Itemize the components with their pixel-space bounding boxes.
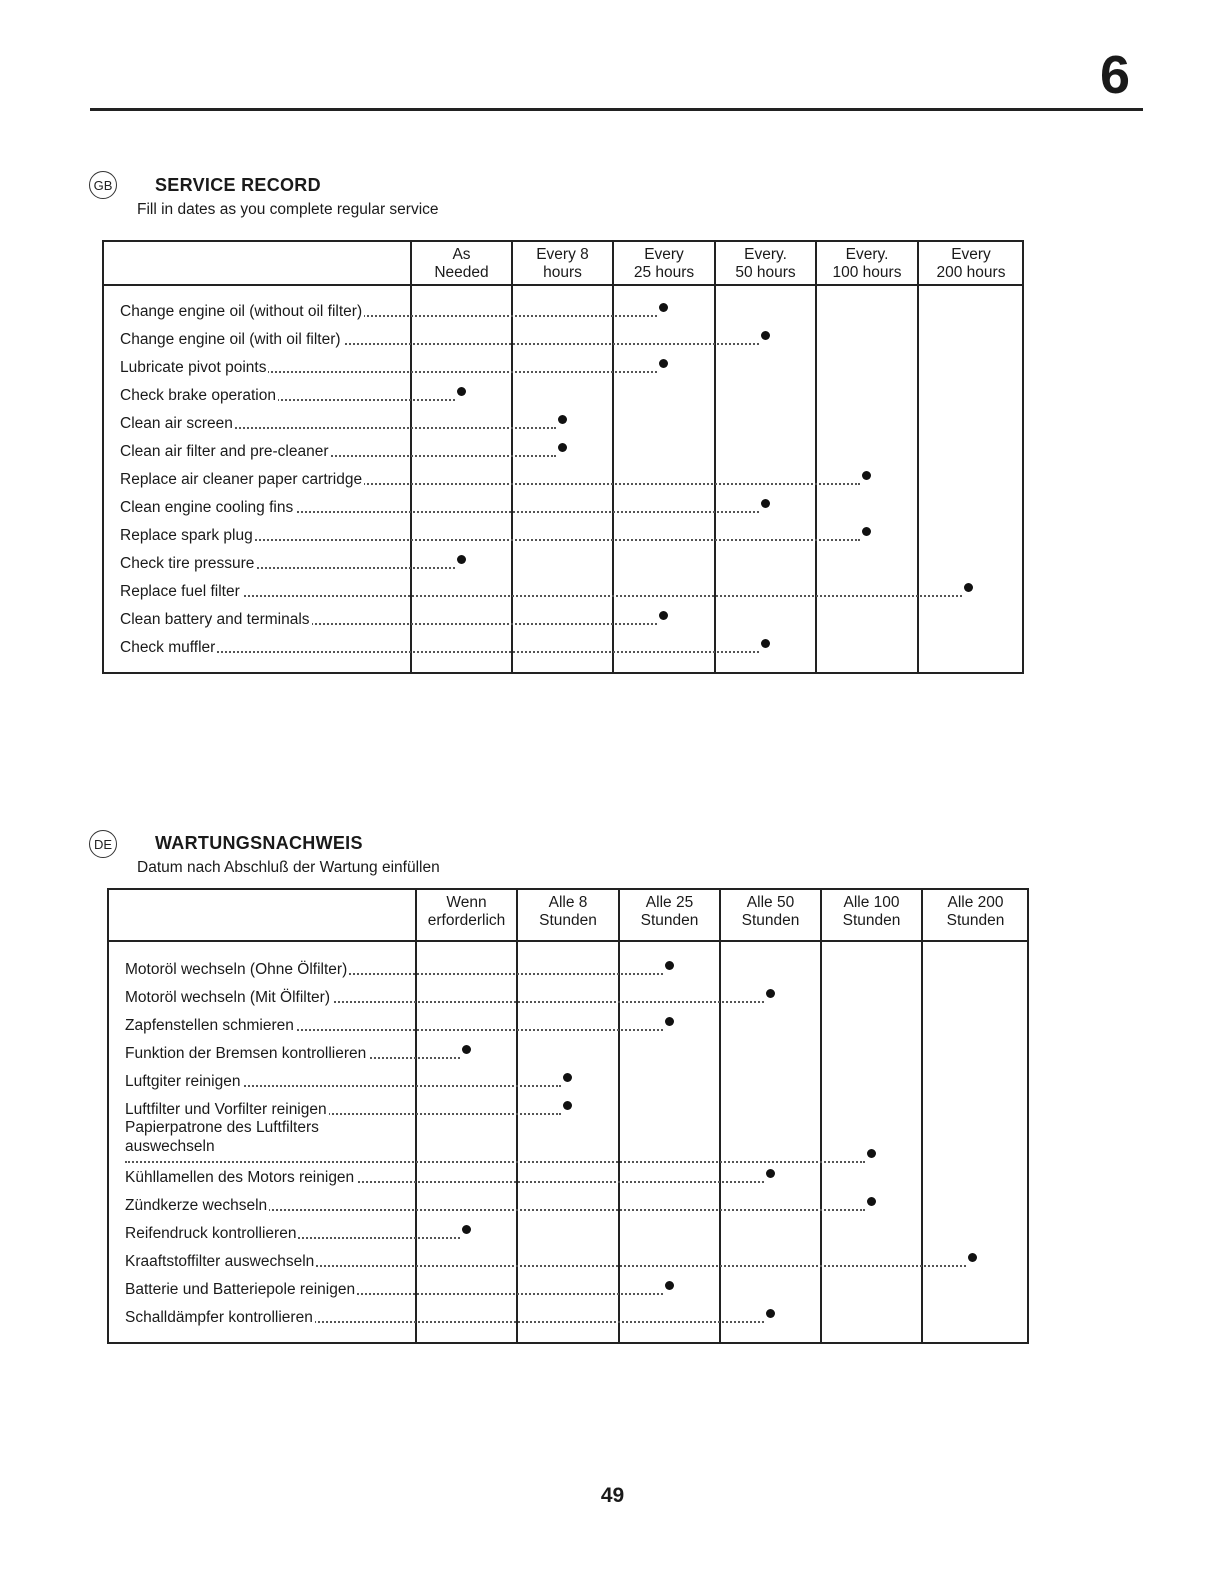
- task-label: Check tire pressure: [120, 555, 255, 572]
- table-row: [104, 298, 1024, 326]
- table-row: [109, 1012, 1029, 1040]
- header-line: 100 hours: [832, 264, 902, 281]
- task-label: Lubricate pivot points: [120, 359, 267, 376]
- interval-marker: [563, 1101, 572, 1110]
- header-line: Stunden: [842, 912, 901, 929]
- table-row: [104, 606, 1024, 634]
- interval-header: [411, 246, 512, 282]
- header-line: Every 8: [536, 246, 589, 263]
- table-row: [104, 438, 1024, 466]
- interval-marker: [867, 1149, 876, 1158]
- interval-marker: [462, 1225, 471, 1234]
- interval-header: [715, 246, 816, 282]
- table-row: [109, 956, 1029, 984]
- table-row: [109, 1276, 1029, 1304]
- interval-header: [517, 894, 619, 930]
- task-label: Schalldämpfer kontrollieren: [125, 1309, 313, 1326]
- task-label: Replace fuel filter: [120, 583, 240, 600]
- header-line: Every: [644, 246, 684, 263]
- table-row: [104, 494, 1024, 522]
- header-line: Alle 8: [548, 894, 588, 911]
- de-language-icon: DE: [89, 830, 117, 858]
- interval-header: [720, 894, 821, 930]
- task-label: Clean battery and terminals: [120, 611, 310, 628]
- gb-language-icon: GB: [89, 171, 117, 199]
- interval-marker: [766, 989, 775, 998]
- table-row: [104, 354, 1024, 382]
- interval-marker: [761, 331, 770, 340]
- table-row: [104, 382, 1024, 410]
- interval-marker: [766, 1309, 775, 1318]
- table-row: [109, 1164, 1029, 1192]
- page-number: 49: [600, 1484, 625, 1507]
- interval-header: [922, 894, 1029, 930]
- task-label: Replace air cleaner paper cartridge: [120, 471, 363, 488]
- task-label: Luftgiter reinigen: [125, 1073, 241, 1090]
- dotted-leader: [120, 595, 962, 597]
- task-label: Change engine oil (without oil filter): [120, 303, 363, 320]
- header-line: 50 hours: [735, 264, 796, 281]
- task-label: Kraaftstoffilter auswechseln: [125, 1253, 315, 1270]
- chapter-number: 6: [1100, 45, 1131, 105]
- interval-marker: [665, 1281, 674, 1290]
- interval-marker: [659, 611, 668, 620]
- header-line: As: [452, 246, 471, 263]
- section-subtitle: Datum nach Abschluß der Wartung einfüllen: [137, 859, 440, 876]
- interval-header: [619, 894, 720, 930]
- task-label: Check brake operation: [120, 387, 276, 404]
- header-line: Alle 50: [746, 894, 795, 911]
- task-label: Check muffler: [120, 639, 216, 656]
- interval-marker: [964, 583, 973, 592]
- interval-marker: [457, 387, 466, 396]
- header-line: Needed: [434, 264, 489, 281]
- service-record-table: [102, 240, 1024, 674]
- header-line: Alle 100: [843, 894, 900, 911]
- table-row: [109, 984, 1029, 1012]
- header-line: erforderlich: [427, 912, 506, 929]
- header-line: 25 hours: [633, 264, 695, 281]
- interval-marker: [761, 499, 770, 508]
- task-label: auswechseln: [125, 1138, 215, 1155]
- interval-header: [821, 894, 922, 930]
- task-label: Funktion der Bremsen kontrollieren: [125, 1045, 367, 1062]
- table-row: [109, 1192, 1029, 1220]
- top-rule: [90, 108, 1143, 111]
- interval-marker: [862, 527, 871, 536]
- table-row: [109, 1119, 1029, 1164]
- table-row: [109, 1220, 1029, 1248]
- section-title: WARTUNGSNACHWEIS: [155, 833, 363, 853]
- interval-header: [613, 246, 715, 282]
- header-line: Stunden: [741, 912, 800, 929]
- interval-marker: [968, 1253, 977, 1262]
- table-row: [104, 410, 1024, 438]
- interval-header: [512, 246, 613, 282]
- interval-marker: [558, 443, 567, 452]
- interval-marker: [462, 1045, 471, 1054]
- dotted-leader: [125, 1161, 865, 1163]
- task-label: Kühllamellen des Motors reinigen: [125, 1169, 355, 1186]
- header-line: Every: [951, 246, 991, 263]
- task-label: Reifendruck kontrollieren: [125, 1225, 297, 1242]
- table-row: [104, 550, 1024, 578]
- header-line: Stunden: [640, 912, 699, 929]
- interval-marker: [766, 1169, 775, 1178]
- header-line: Every.: [744, 246, 787, 263]
- table-row: [104, 326, 1024, 354]
- interval-marker: [558, 415, 567, 424]
- interval-marker: [457, 555, 466, 564]
- task-label: Motoröl wechseln (Mit Ölfilter): [125, 989, 330, 1006]
- interval-marker: [659, 359, 668, 368]
- header-line: Alle 200: [947, 894, 1004, 911]
- task-label: Zapfenstellen schmieren: [125, 1017, 294, 1034]
- header-divider: [109, 940, 1027, 942]
- section-subtitle: Fill in dates as you complete regular service: [137, 201, 439, 218]
- header-divider: [104, 284, 1022, 286]
- task-label: Motoröl wechseln (Ohne Ölfilter): [125, 961, 348, 978]
- task-label: Clean air filter and pre-cleaner: [120, 443, 329, 460]
- interval-marker: [862, 471, 871, 480]
- task-label: Clean air screen: [120, 415, 233, 432]
- table-row: [109, 1304, 1029, 1332]
- interval-header: [816, 246, 918, 282]
- interval-marker: [659, 303, 668, 312]
- task-label: Clean engine cooling fins: [120, 499, 294, 516]
- task-label: Papierpatrone des Luftfilters: [125, 1119, 319, 1136]
- table-row: [104, 578, 1024, 606]
- header-line: Stunden: [539, 912, 597, 929]
- interval-marker: [867, 1197, 876, 1206]
- table-row: [109, 1068, 1029, 1096]
- table-row: [109, 1040, 1029, 1068]
- task-label: Replace spark plug: [120, 527, 253, 544]
- header-line: Alle 25: [645, 894, 694, 911]
- interval-marker: [563, 1073, 572, 1082]
- interval-header: [918, 246, 1024, 282]
- interval-marker: [761, 639, 770, 648]
- section-title: SERVICE RECORD: [155, 175, 321, 195]
- header-line: Every.: [845, 246, 889, 263]
- table-row: [104, 634, 1024, 662]
- interval-marker: [665, 961, 674, 970]
- header-line: hours: [543, 264, 582, 281]
- header-line: Wenn: [446, 894, 487, 911]
- table-row: [109, 1248, 1029, 1276]
- header-line: Stunden: [946, 912, 1005, 929]
- task-label: Luftfilter und Vorfilter reinigen: [125, 1101, 327, 1118]
- task-label: Batterie und Batteriepole reinigen: [125, 1281, 356, 1298]
- interval-marker: [665, 1017, 674, 1026]
- wartungsnachweis-table: [107, 888, 1029, 1344]
- table-row: [104, 522, 1024, 550]
- task-label: Zündkerze wechseln: [125, 1197, 268, 1214]
- task-label: Change engine oil (with oil filter): [120, 331, 341, 348]
- table-row: [104, 466, 1024, 494]
- header-line: 200 hours: [936, 264, 1006, 281]
- interval-header: [416, 894, 517, 930]
